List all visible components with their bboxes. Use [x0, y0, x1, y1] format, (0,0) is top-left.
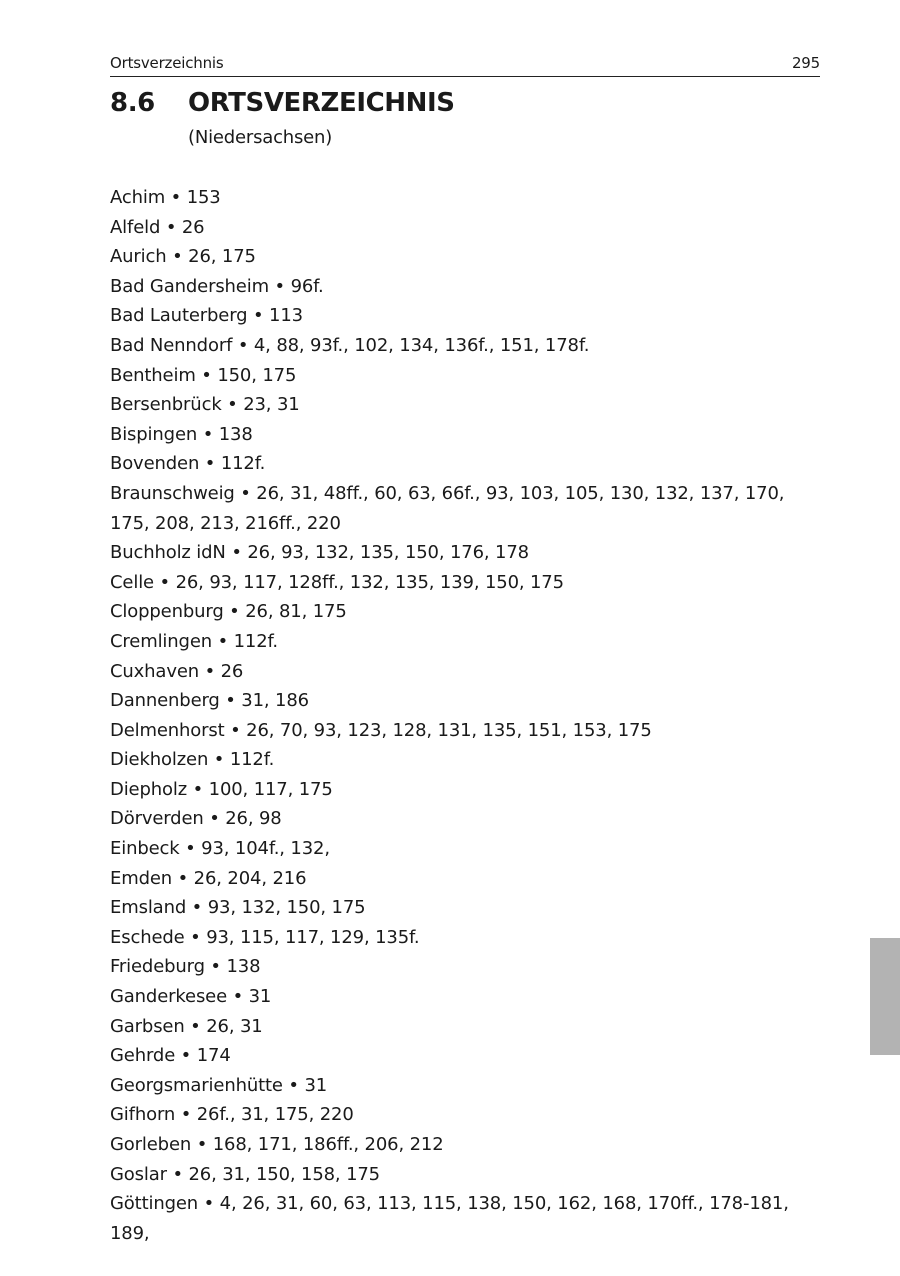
index-entry: Gorleben • 168, 171, 186ff., 206, 212: [110, 1134, 444, 1155]
index-entry: Cuxhaven • 26: [110, 660, 244, 682]
index-entry: Cloppenburg • 26, 81, 175: [110, 601, 347, 623]
index-entry: Dörverden • 26, 98: [110, 808, 282, 830]
index-entry: Georgsmarienhütte • 31: [110, 1074, 328, 1096]
place-index-list: [110, 183, 810, 1248]
index-entry: Celle • 26, 93, 117, 128ff., 132, 135, 139, 150, 175: [110, 571, 564, 593]
index-entry: Diepholz • 100, 117, 175: [110, 778, 333, 800]
running-title: Ortsverzeichnis: [110, 54, 224, 72]
index-entry: Braunschweig • 26, 31, 48ff., 60, 63, 66f., 93, 103, 105, 130, 132, 137, 170, 175, 208, 213, 216ff., 220: [110, 482, 785, 534]
index-entry: Bad Lauterberg • 113: [110, 305, 303, 327]
index-entry: Bentheim • 150, 175: [110, 364, 297, 386]
index-entry: Göttingen • 4, 26, 31, 60, 63, 113, 115, 138, 150, 162, 168, 170ff., 178-181, 189,: [110, 1193, 789, 1244]
index-entry: Delmenhorst • 26, 70, 93, 123, 128, 131, 135, 151, 153, 175: [110, 719, 652, 741]
index-entry: Alfeld • 26: [110, 216, 205, 238]
section-subtitle: (Niedersachsen): [188, 127, 333, 148]
index-entry: Bad Gandersheim • 96f.: [110, 275, 324, 297]
index-entry: Emden • 26, 204, 216: [110, 867, 307, 889]
index-entry: Emsland • 93, 132, 150, 175: [110, 897, 366, 919]
index-entry: Ganderkesee • 31: [110, 986, 272, 1008]
running-header: [110, 52, 820, 77]
index-entry: Bispingen • 138: [110, 423, 253, 445]
index-entry: Goslar • 26, 31, 150, 158, 175: [110, 1163, 380, 1185]
index-entry: Diekholzen • 112f.: [110, 749, 275, 771]
index-entry: Friedeburg • 138: [110, 956, 261, 978]
index-entry: Garbsen • 26, 31: [110, 1015, 263, 1037]
chapter-thumb-tab: [870, 938, 900, 1055]
index-entry: Buchholz idN • 26, 93, 132, 135, 150, 176, 178: [110, 542, 529, 564]
index-entry: Bovenden • 112f.: [110, 453, 266, 475]
index-entry: Eschede • 93, 115, 117, 129, 135f.: [110, 926, 420, 948]
index-entry: Gifhorn • 26f., 31, 175, 220: [110, 1104, 354, 1126]
index-entry: Dannenberg • 31, 186: [110, 690, 309, 712]
index-entry: Bersenbrück • 23, 31: [110, 394, 300, 416]
index-entry: Einbeck • 93, 104f., 132,: [110, 838, 330, 860]
page-number: 295: [791, 54, 820, 72]
index-entry: Gehrde • 174: [110, 1045, 231, 1067]
section-title: ORTSVERZEICHNIS: [188, 88, 455, 118]
index-entry: Cremlingen • 112f.: [110, 630, 278, 652]
section-number: 8.6: [110, 88, 155, 118]
index-entry: Achim • 153: [110, 187, 221, 208]
index-entry: Bad Nenndorf • 4, 88, 93f., 102, 134, 136f., 151, 178f.: [110, 334, 590, 356]
index-entry: Aurich • 26, 175: [110, 246, 256, 268]
